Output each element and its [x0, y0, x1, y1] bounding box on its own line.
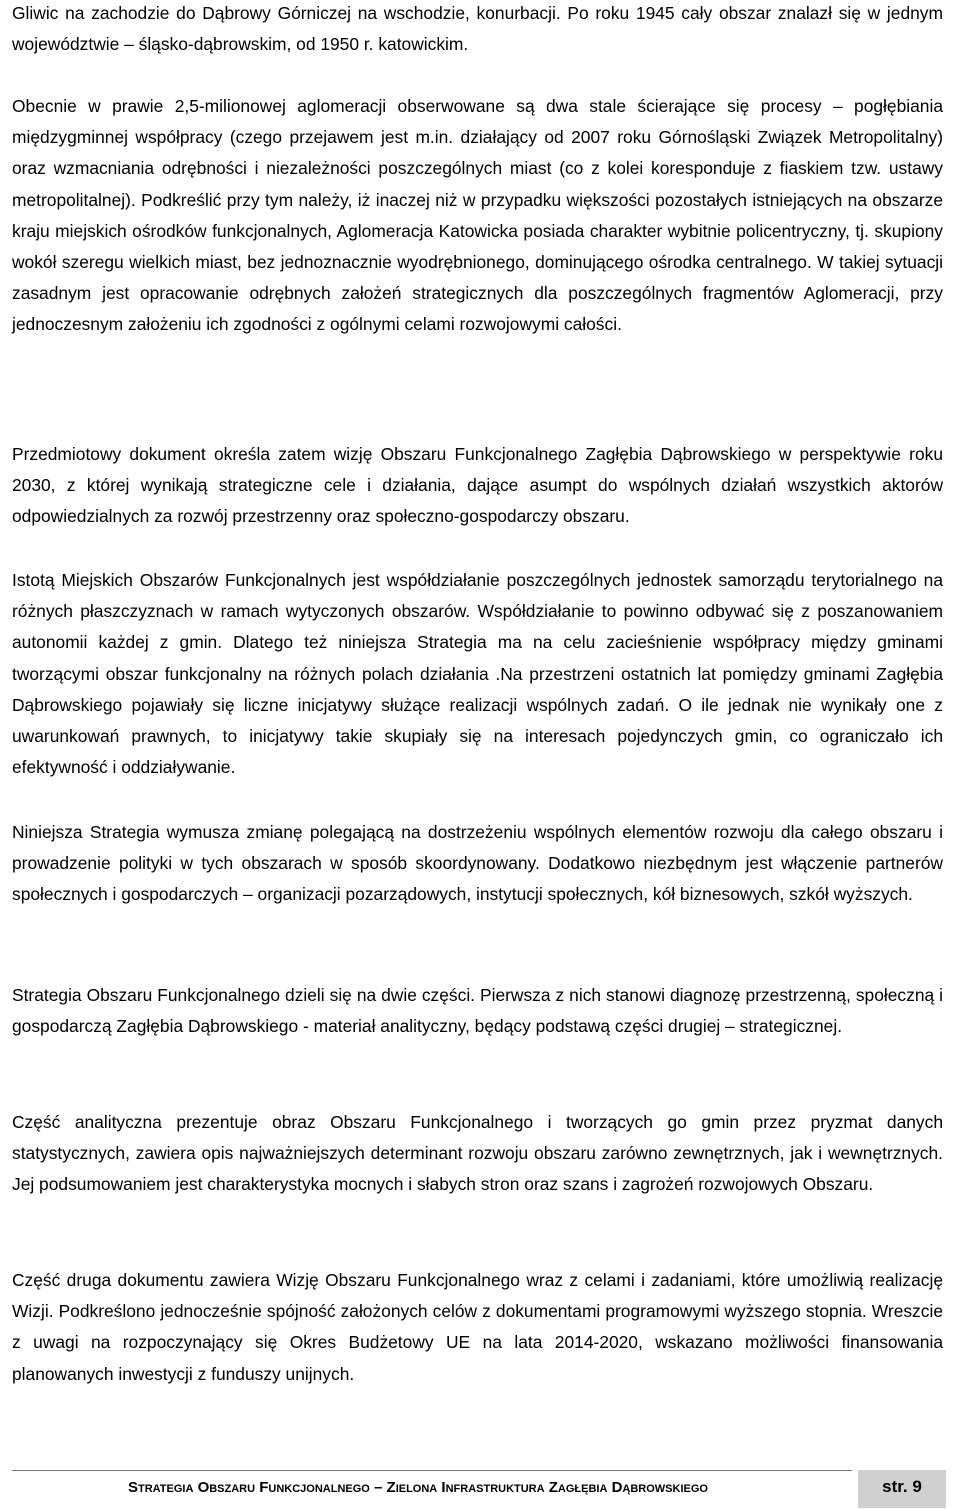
- paragraph: Gliwic na zachodzie do Dąbrowy Górniczej na wschodzie, konurbacji. Po roku 1945 cały obszar znalazł się w jednym województwie – śląsko-dąbrowskim, od 1950 r. katowickim.: [12, 3, 943, 55]
- paragraph: Część druga dokumentu zawiera Wizję Obszaru Funkcjonalnego wraz z celami i zadaniami, które umożliwią realizację Wizji. Podkreślono jednocześnie spójność założonych celów z dokumentami programowymi wyższego stopnia. Wreszcie z uwagi na rozpoczynający się Okres Budżetowy UE na lata 2014-2020, wskazano możliwości finansowania planowanych inwestycji z funduszy unijnych.: [12, 1270, 943, 1384]
- paragraph: Istotą Miejskich Obszarów Funkcjonalnych jest współdziałanie poszczególnych jednostek samorządu terytorialnego na różnych płaszczyznach w ramach wytyczonych obszarów. Współdziałanie to powinno odbywać się z poszanowaniem autonomii każdej z gmin. Dlatego też niniejsza Strategia ma na celu zacieśnienie współpracy między gminami tworzącymi obszar funkcjonalny na różnych polach działania .Na przestrzeni ostatnich lat pomiędzy gminami Zagłębia Dąbrowskiego pojawiały się liczne inicjatywy służące realizacji wspólnych zadań. O ile jednak nie wynikały one z uwarunkowań prawnych, to inicjatywy takie skupiały się na interesach pojedynczych gmin, co ograniczało ich efektywność i oddziaływanie.: [12, 570, 943, 778]
- paragraph: Niniejsza Strategia wymusza zmianę polegającą na dostrzeżeniu wspólnych elementów rozwoju dla całego obszaru i prowadzenie polityki w tych obszarach w sposób skoordynowany. Dodatkowo niezbędnym jest włączenie partnerów społecznych i gospodarczych – organizacji pozarządowych, instytucji społecznych, kół biznesowych, szkół wyższych.: [12, 822, 943, 905]
- paragraph: Obecnie w prawie 2,5-milionowej aglomeracji obserwowane są dwa stale ścierające się procesy – pogłębiania międzygminnej współpracy (czego przejawem jest m.in. działający od 2007 roku Górnośląski Związek Metropolitalny) oraz wzmacniania odrębności i niezależności poszczególnych miast (co z kolei koresponduje z fiaskiem tzw. ustawy metropolitalnej). Podkreślić przy tym należy, iż inaczej niż w przypadku większości pozostałych istniejących na obszarze kraju miejskich ośrodków funkcjonalnych, Aglomeracja Katowicka posiada charakter wybitnie policentryczny, tj. skupiony wokół szeregu wielkich miast, bez jednoznacznie wyodrębnionego, dominującego ośrodka centralnego. W takiej sytuacji zasadnym jest opracowanie odrębnych założeń strategicznych dla poszczególnych fragmentów Aglomeracji, przy jednoczesnym założeniu ich zgodności z ogólnymi celami rozwojowymi całości.: [12, 96, 943, 335]
- page-number: str. 9: [882, 1477, 922, 1496]
- paragraph: Strategia Obszaru Funkcjonalnego dzieli się na dwie części. Pierwsza z nich stanowi diagnozę przestrzenną, społeczną i gospodarczą Zagłębia Dąbrowskiego - materiał analityczny, będący podstawą części drugiej – strategicznej.: [12, 985, 943, 1037]
- paragraph: Część analityczna prezentuje obraz Obszaru Funkcjonalnego i tworzących go gmin przez pryzmat danych statystycznych, zawiera opis najważniejszych determinant rozwoju obszaru zarówno zewnętrznych, jak i wewnętrznych. Jej podsumowaniem jest charakterystyka mocnych i słabych stron oraz szans i zagrożeń rozwojowych Obszaru.: [12, 1112, 943, 1195]
- paragraph: Przedmiotowy dokument określa zatem wizję Obszaru Funkcjonalnego Zagłębia Dąbrowskiego w perspektywie roku 2030, z której wynikają strategiczne cele i działania, dające asumpt do wspólnych działań wszystkich aktorów odpowiedzialnych za rozwój przestrzenny oraz społeczno-gospodarczy obszaru.: [12, 444, 943, 527]
- footer-title: Strategia Obszaru Funkcjonalnego – Zielona Infrastruktura Zagłębia Dąbrowskiego: [128, 1479, 708, 1496]
- footer-divider: [12, 1470, 852, 1471]
